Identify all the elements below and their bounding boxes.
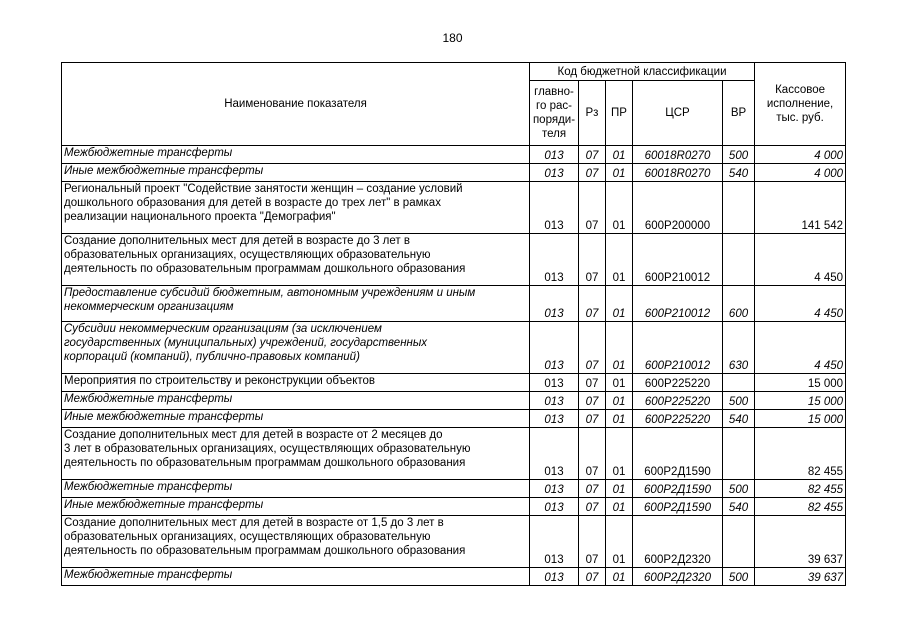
cell-name: Субсидии некоммерческим организациям (за исключением государственных (муниципальных) учреждений, государственных корпораций (компаний), публично-правовых компаний)	[62, 322, 530, 374]
cell-rz: 07	[579, 182, 606, 234]
cell-csr: 600Р225220	[633, 374, 723, 392]
cell-glav: 013	[530, 568, 579, 586]
cell-glav: 013	[530, 286, 579, 322]
cell-amount: 15 000	[755, 374, 846, 392]
cell-pr: 01	[606, 322, 633, 374]
cell-amount: 39 637	[755, 516, 846, 568]
cell-vr: 500	[723, 392, 755, 410]
cell-pr: 01	[606, 234, 633, 286]
cell-glav: 013	[530, 428, 579, 480]
cell-amount: 15 000	[755, 392, 846, 410]
cell-rz: 07	[579, 286, 606, 322]
cell-vr	[723, 516, 755, 568]
cell-glav: 013	[530, 322, 579, 374]
cell-glav: 013	[530, 498, 579, 516]
cell-csr: 600Р210012	[633, 322, 723, 374]
cell-name: Межбюджетные трансферты	[62, 146, 530, 164]
table-row	[62, 568, 846, 586]
cell-name: Создание дополнительных мест для детей в возрасте до 3 лет в образовательных организациях, осуществляющих образовательную деятельность по образовательным программам дошкольного образования	[62, 234, 530, 286]
table-row	[62, 322, 846, 374]
table-header	[62, 63, 846, 146]
cell-vr: 540	[723, 410, 755, 428]
header-amount-column: Кассовое исполнение, тыс. руб.	[755, 63, 846, 146]
cell-amount: 4 450	[755, 322, 846, 374]
table-row	[62, 164, 846, 182]
cell-rz: 07	[579, 234, 606, 286]
header-vr-column: ВР	[723, 81, 755, 146]
cell-glav: 013	[530, 392, 579, 410]
cell-glav: 013	[530, 516, 579, 568]
cell-csr: 600Р210012	[633, 286, 723, 322]
cell-pr: 01	[606, 164, 633, 182]
cell-pr: 01	[606, 428, 633, 480]
cell-name: Предоставление субсидий бюджетным, автономным учреждениям и иным некоммерческим организациям	[62, 286, 530, 322]
cell-glav: 013	[530, 182, 579, 234]
table-row	[62, 182, 846, 234]
cell-pr: 01	[606, 392, 633, 410]
cell-name: Создание дополнительных мест для детей в возрасте от 1,5 до 3 лет в образовательных организациях, осуществляющих образовательную деятельность по образовательным программам дошкольного образования	[62, 516, 530, 568]
table-row	[62, 286, 846, 322]
cell-vr: 630	[723, 322, 755, 374]
cell-rz: 07	[579, 428, 606, 480]
cell-pr: 01	[606, 498, 633, 516]
cell-name: Межбюджетные трансферты	[62, 568, 530, 586]
table-row	[62, 428, 846, 480]
cell-vr: 500	[723, 480, 755, 498]
cell-pr: 01	[606, 182, 633, 234]
header-rz-column: Рз	[579, 81, 606, 146]
cell-rz: 07	[579, 164, 606, 182]
cell-csr: 600Р200000	[633, 182, 723, 234]
cell-amount: 4 000	[755, 164, 846, 182]
cell-vr: 540	[723, 498, 755, 516]
cell-amount: 82 455	[755, 428, 846, 480]
cell-vr	[723, 428, 755, 480]
cell-vr	[723, 234, 755, 286]
header-name-column: Наименование показателя	[62, 63, 530, 146]
cell-pr: 01	[606, 480, 633, 498]
cell-rz: 07	[579, 322, 606, 374]
table-body	[62, 146, 846, 586]
table-row	[62, 234, 846, 286]
cell-vr	[723, 374, 755, 392]
cell-rz: 07	[579, 498, 606, 516]
cell-vr	[723, 182, 755, 234]
cell-amount: 39 637	[755, 568, 846, 586]
cell-csr: 600Р225220	[633, 410, 723, 428]
budget-execution-table	[61, 62, 846, 586]
header-csr-column: ЦСР	[633, 81, 723, 146]
cell-vr: 600	[723, 286, 755, 322]
table-row	[62, 498, 846, 516]
cell-rz: 07	[579, 410, 606, 428]
header-code-group: Код бюджетной классификации	[530, 63, 755, 81]
cell-vr: 500	[723, 146, 755, 164]
page-number: 180	[442, 31, 463, 45]
cell-rz: 07	[579, 568, 606, 586]
cell-vr: 500	[723, 568, 755, 586]
cell-rz: 07	[579, 480, 606, 498]
cell-name: Мероприятия по строительству и реконструкции объектов	[62, 374, 530, 392]
cell-glav: 013	[530, 410, 579, 428]
cell-csr: 600Р2Д2320	[633, 516, 723, 568]
cell-csr: 60018R0270	[633, 146, 723, 164]
cell-csr: 600Р2Д2320	[633, 568, 723, 586]
table-row	[62, 374, 846, 392]
cell-name: Межбюджетные трансферты	[62, 392, 530, 410]
cell-name: Иные межбюджетные трансферты	[62, 164, 530, 182]
cell-name: Иные межбюджетные трансферты	[62, 498, 530, 516]
cell-rz: 07	[579, 374, 606, 392]
cell-name: Региональный проект "Содействие занятости женщин – создание условий дошкольного образования для детей в возрасте до трех лет" в рамках реализации национального проекта "Демография"	[62, 182, 530, 234]
cell-name: Межбюджетные трансферты	[62, 480, 530, 498]
cell-csr: 600Р2Д1590	[633, 428, 723, 480]
cell-csr: 600Р225220	[633, 392, 723, 410]
cell-amount: 4 450	[755, 286, 846, 322]
cell-amount: 4 000	[755, 146, 846, 164]
cell-glav: 013	[530, 164, 579, 182]
cell-amount: 4 450	[755, 234, 846, 286]
cell-amount: 15 000	[755, 410, 846, 428]
header-pr-column: ПР	[606, 81, 633, 146]
table-header-row	[62, 63, 846, 81]
cell-rz: 07	[579, 516, 606, 568]
table-row	[62, 480, 846, 498]
cell-name: Иные межбюджетные трансферты	[62, 410, 530, 428]
cell-rz: 07	[579, 392, 606, 410]
cell-glav: 013	[530, 146, 579, 164]
header-glav-column: главно- го рас- поряди- теля	[530, 81, 579, 146]
cell-glav: 013	[530, 480, 579, 498]
cell-amount: 141 542	[755, 182, 846, 234]
cell-amount: 82 455	[755, 498, 846, 516]
cell-pr: 01	[606, 568, 633, 586]
cell-glav: 013	[530, 374, 579, 392]
cell-vr: 540	[723, 164, 755, 182]
cell-pr: 01	[606, 516, 633, 568]
cell-pr: 01	[606, 146, 633, 164]
cell-pr: 01	[606, 374, 633, 392]
table-row	[62, 516, 846, 568]
cell-amount: 82 455	[755, 480, 846, 498]
cell-name: Создание дополнительных мест для детей в возрасте от 2 месяцев до 3 лет в образовательных организациях, осуществляющих образовательную деятельность по образовательным программам дошкольного образования	[62, 428, 530, 480]
table-row	[62, 410, 846, 428]
cell-csr: 60018R0270	[633, 164, 723, 182]
cell-glav: 013	[530, 234, 579, 286]
cell-pr: 01	[606, 410, 633, 428]
cell-csr: 600Р2Д1590	[633, 480, 723, 498]
cell-rz: 07	[579, 146, 606, 164]
cell-pr: 01	[606, 286, 633, 322]
table-row	[62, 146, 846, 164]
cell-csr: 600Р210012	[633, 234, 723, 286]
cell-csr: 600Р2Д1590	[633, 498, 723, 516]
table-row	[62, 392, 846, 410]
